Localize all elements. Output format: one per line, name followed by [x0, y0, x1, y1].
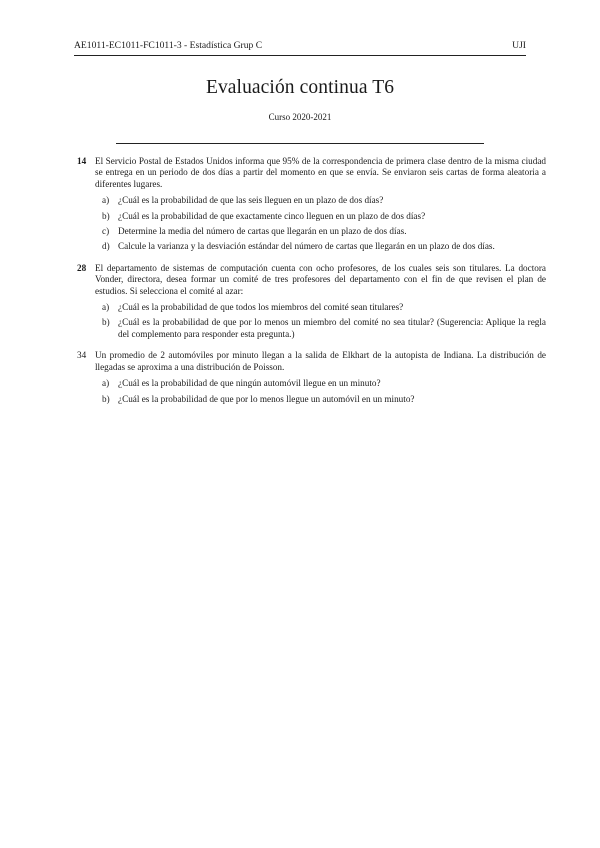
part-text: ¿Cuál es la probabilidad de que las seis lleguen en un plazo de dos días?	[118, 195, 384, 206]
problem-number: 34	[77, 350, 87, 361]
part-text: Determine la media del número de cartas que llegarán en un plazo de dos días.	[118, 226, 407, 237]
problem-34	[76, 350, 546, 405]
problem-part	[95, 211, 546, 222]
part-text: ¿Cuál es la probabilidad de que ningún automóvil llegue en un minuto?	[118, 378, 381, 389]
part-label: c)	[102, 226, 110, 237]
part-label: a)	[102, 302, 110, 313]
problem-list	[76, 156, 546, 415]
page-title: Evaluación continua T6	[205, 77, 395, 98]
problem-parts	[95, 378, 546, 405]
problem-14	[76, 156, 546, 253]
problem-statement: El departamento de sistemas de computación cuenta con ocho profesores, de los cuales seis son titulares. La doctora Vonder, directora, desea formar un comité de tres profesores del departamento con el fin de que revisen el plan de estudios. Si selecciona el comité al azar:	[95, 262, 546, 296]
part-text: ¿Cuál es la probabilidad de que todos los miembros del comité sean titulares?	[118, 302, 404, 313]
problem-part	[95, 302, 546, 313]
part-label: a)	[102, 378, 110, 389]
part-text: ¿Cuál es la probabilidad de que por lo menos llegue un automóvil en un minuto?	[118, 393, 415, 404]
page-subtitle: Curso 2020-2021	[268, 112, 332, 122]
problem-number: 14	[77, 156, 87, 166]
problem-part	[95, 394, 546, 405]
problem-part	[95, 195, 546, 206]
part-label: b)	[102, 317, 110, 328]
part-label: b)	[102, 393, 110, 404]
part-label: b)	[102, 210, 110, 221]
part-label: a)	[102, 195, 110, 206]
problem-parts	[95, 302, 546, 340]
problem-number: 28	[77, 262, 87, 273]
page-header	[74, 40, 526, 56]
part-label: d)	[102, 241, 110, 252]
header-course: AE1011-EC1011-FC1011-3 - Estadística Grup C	[74, 40, 263, 51]
header-university: UJI	[512, 40, 526, 51]
problem-part	[95, 378, 546, 389]
part-text: ¿Cuál es la probabilidad de que por lo menos un miembro del comité no sea titular? (Sugerencia: Aplique la regla del complemento para responder esta pregunta.)	[118, 317, 546, 339]
problem-part	[95, 317, 546, 340]
problem-parts	[95, 195, 546, 253]
title-divider	[116, 143, 484, 144]
part-text: Calcule la varianza y la desviación estándar del número de cartas que llegarán en un plazo de dos días.	[118, 241, 495, 252]
problem-statement: Un promedio de 2 automóviles por minuto llegan a la salida de Elkhart de la autopista de Indiana. La distribución de llegadas se aproxima a una distribución de Poisson.	[95, 350, 546, 372]
part-text: ¿Cuál es la probabilidad de que exactamente cinco lleguen en un plazo de dos días?	[118, 210, 426, 221]
problem-part	[95, 226, 546, 237]
problem-statement: El Servicio Postal de Estados Unidos informa que 95% de la correspondencia de primera clase dentro de la misma ciudad se entrega en un periodo de dos días a partir del momento en que se envía. Se enviaron seis cartas de forma aleatoria a diferentes lugares.	[95, 156, 546, 189]
problem-part	[95, 241, 546, 252]
problem-28	[76, 263, 546, 340]
